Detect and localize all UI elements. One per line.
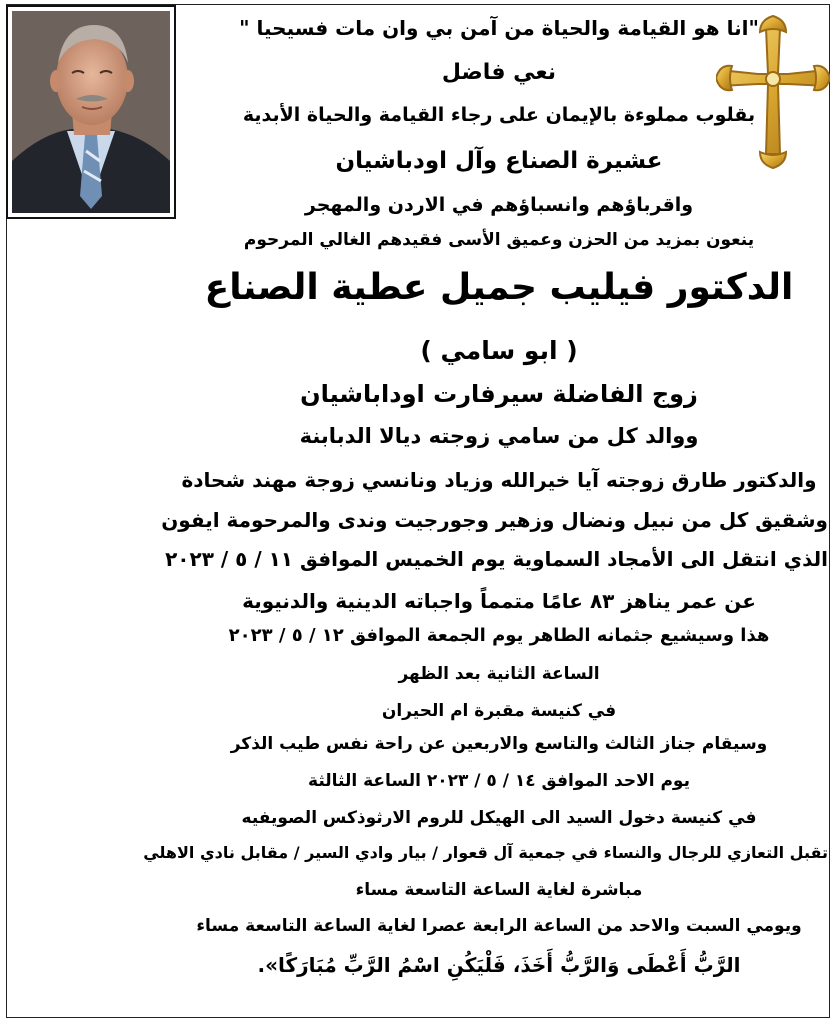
funeral-line: هذا وسيشيع جثمانه الطاهر يوم الجمعة الموافق ١٢ / ٥ / ٢٠٢٣ [228, 625, 770, 646]
siblings-line: وشقيق كل من نبيل ونضال وزهير وجورجيت وندى والمرحومة ايفون [161, 508, 828, 532]
deceased-name: الدكتور فيليب جميل عطية الصناع [204, 267, 794, 308]
age-line: عن عمر يناهز ٨٣ عامًا متمماً واجباته الدينية والدنيوية [242, 589, 756, 613]
memorial-place: في كنيسة دخول السيد الى الهيكل للروم الارثوذكس الصويفيه [241, 808, 757, 828]
relatives-line: واقرباؤهم وانسباؤهم في الاردن والمهجر [304, 194, 694, 216]
funeral-time: الساعة الثانية بعد الظهر [398, 664, 600, 684]
funeral-place: في كنيسة مقبرة ام الحيران [381, 701, 617, 721]
condolence-time: مباشرة لغاية الساعة التاسعة مساء [355, 880, 643, 900]
family-line: عشيرة الصناع وآل اودباشيان [335, 148, 663, 174]
father-line-1: ووالد كل من سامي زوجته ديالا الدبابنة [299, 424, 699, 448]
passed-line: الذي انتقل الى الأمجاد السماوية يوم الخميس الموافق ١١ / ٥ / ٢٠٢٣ [165, 547, 828, 571]
intro-line: بقلوب مملوءة بالإيمان على رجاء القيامة والحياة الأبدية [242, 104, 756, 126]
memorial-line: وسيقام جناز الثالث والتاسع والاربعين عن راحة نفس طيب الذكر [230, 734, 768, 754]
mourn-line: ينعون بمزيد من الحزن وعميق الأسى فقيدهم الغالي المرحوم [243, 230, 755, 250]
nickname: ( ابو سامي ) [420, 336, 578, 365]
condolence-line: تقبل التعازي للرجال والنساء في جمعية آل قعوار / بيار وادي السير / مقابل نادي الاهلي [143, 843, 828, 862]
heading: نعي فاضل [441, 60, 557, 85]
portrait-photo [12, 11, 170, 213]
spouse-line: زوج الفاضلة سيرفارت اوداباشيان [300, 380, 698, 408]
verse-bottom: الرَّبُّ أَعْطَى وَالرَّبُّ أَخَذَ، فَلْيَكُنِ اسْمُ الرَّبِّ مُبَارَكًا». [257, 953, 741, 977]
portrait-frame [6, 5, 176, 219]
condolence-days: ويومي السبت والاحد من الساعة الرابعة عصرا لغاية الساعة التاسعة مساء [196, 916, 802, 936]
verse-top: "انا هو القيامة والحياة من آمن بي وان مات فسيحيا " [239, 16, 759, 40]
father-line-2: والدكتور طارق زوجته آيا خيرالله وزياد ونانسي زوجة مهند شحادة [181, 468, 817, 492]
memorial-date: يوم الاحد الموافق ١٤ / ٥ / ٢٠٢٣ الساعة الثالثة [308, 771, 690, 791]
